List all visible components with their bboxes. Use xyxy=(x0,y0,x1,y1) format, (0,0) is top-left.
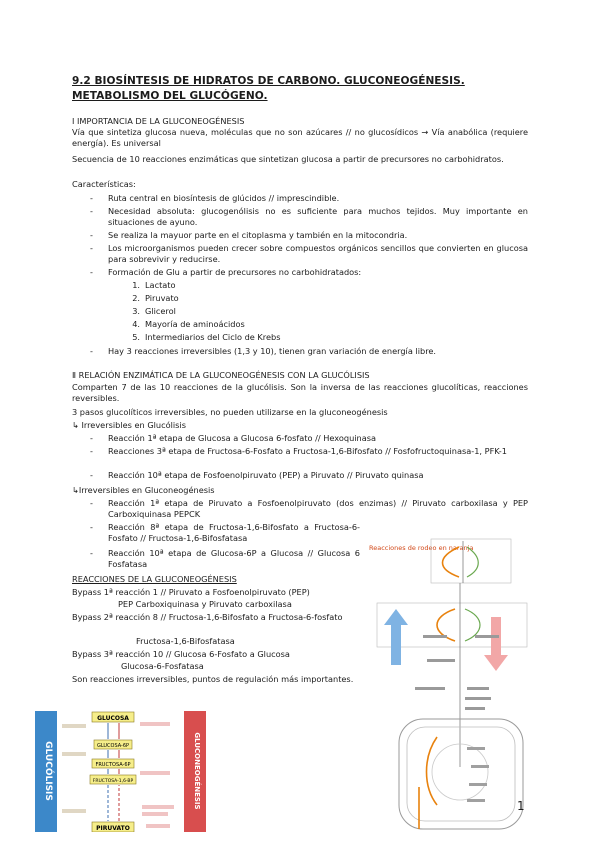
precursor-item: Lactato xyxy=(145,280,176,290)
figure-caption: Reacciones de rodeo en naranja xyxy=(369,544,474,552)
precursor-item: Glicerol xyxy=(145,306,176,316)
section-heading-1: Ⅰ IMPORTANCIA DE LA GLUCONEOGÉNESIS xyxy=(72,116,245,126)
bypass-1-enzymes: PEP Carboxiquinasa y Piruvato carboxilasa xyxy=(118,599,292,609)
list-item: Reacción 10ª etapa de Glucosa-6P a Glucosa // Glucosa 6 Fosfatasa xyxy=(108,548,360,569)
gluconeogenesis-label: GLUCONEOGÉNESIS xyxy=(193,732,201,810)
list-number: 1. xyxy=(132,280,140,290)
node-fructosa-16bp: FRUCTOSA-1,6-BP xyxy=(92,779,134,784)
node-glucosa: GLUCOSA xyxy=(97,715,129,722)
list-item: Reacción 8ª etapa de Fructosa-1,6-Bifosfato a Fructosa-6-Fosfato // Fructosa-1,6-Bifosfatasa xyxy=(108,522,360,543)
node-piruvato: PIRUVATO xyxy=(96,825,130,832)
bypass-1: Bypass 1ª reacción 1 // Piruvato a Fosfoenolpiruvato (PEP) xyxy=(72,587,310,597)
list-item: Formación de Glu a partir de precursores no carbohidratados: xyxy=(108,267,362,277)
bullet-dash: - xyxy=(90,522,93,532)
node-glucosa-6p: GLUCOSA-6P xyxy=(96,743,130,749)
precursor-item: Intermediarios del Ciclo de Krebs xyxy=(145,332,281,342)
glycolysis-label: GLUCÓLISIS xyxy=(43,741,53,801)
list-item: Ruta central en biosíntesis de glúcidos // imprescindible. xyxy=(108,193,340,203)
list-number: 5. xyxy=(132,332,140,342)
bullet-dash: - xyxy=(90,548,93,558)
section-heading-2: Ⅱ RELACIÓN ENZIMÁTICA DE LA GLUCONEOGÉNESIS CON LA GLUCÓLISIS xyxy=(72,370,370,380)
bypass-reactions-figure xyxy=(367,537,533,837)
bullet-dash: - xyxy=(90,346,93,356)
bullet-dash: - xyxy=(90,498,93,508)
node-fructosa-6p: FRUCTOSA-6P xyxy=(95,762,131,768)
glycolysis-gluconeogenesis-figure xyxy=(34,709,206,832)
bypass-2-enzymes: Fructosa-1,6-Bifosfatasa xyxy=(136,636,235,646)
reactions-heading: REACCIONES DE LA GLUCONEOGÉNESIS xyxy=(72,574,237,584)
list-item: Se realiza la mayuor parte en el citoplasma y también en la mitocondria. xyxy=(108,230,408,240)
paragraph: Comparten 7 de las 10 reacciones de la glucólisis. Son la inversa de las reacciones glucolíticas, reacciones reversibles. xyxy=(72,382,528,403)
list-item: Reacción 10ª etapa de Fosfoenolpiruvato (PEP) a Piruvato // Piruvato quinasa xyxy=(108,470,424,480)
pathway-diagram xyxy=(367,537,533,837)
list-item: Los microorganismos pueden crecer sobre compuestos orgánicos sencillos que convierten en glucosa para sobrevivir y reducirse. xyxy=(108,243,528,264)
bullet-dash: - xyxy=(90,470,93,480)
list-item: Reacción 1ª etapa de Piruvato a Fosfoenolpiruvato (dos enzimas) // Piruvato carboxilasa y PEP Carboxiquinasa PEPCK xyxy=(108,498,528,519)
features-label: Características: xyxy=(72,179,136,189)
list-item: Necesidad absoluta: glucogenólisis no es suficiente para muchos tejidos. Muy importante en situaciones de ayuno. xyxy=(108,206,528,227)
subheading-glycolysis: ↳ Irreversibles en Glucólisis xyxy=(72,420,186,430)
bypass-3-enzymes: Glucosa-6-Fosfatasa xyxy=(121,661,204,671)
pathway-diagram xyxy=(34,709,206,832)
bypass-3: Bypass 3ª reacción 10 // Glucosa 6-Fosfato a Glucosa xyxy=(72,649,290,659)
precursor-item: Piruvato xyxy=(145,293,179,303)
list-number: 2. xyxy=(132,293,140,303)
list-item: Reacciones 3ª etapa de Fructosa-6-Fosfato a Fructosa-1,6-Bifosfato // Fosfofructoquinasa-1, PFK-1 xyxy=(108,446,507,456)
closing-paragraph: Son reacciones irreversibles, puntos de regulación más importantes. xyxy=(72,674,354,684)
page-number: 1 xyxy=(517,799,525,813)
paragraph: 3 pasos glucolíticos irreversibles, no pueden utilizarse en la gluconeogénesis xyxy=(72,407,388,417)
bullet-dash: - xyxy=(90,433,93,443)
bullet-dash: - xyxy=(90,446,93,456)
bullet-dash: - xyxy=(90,193,93,203)
bullet-dash: - xyxy=(90,206,93,216)
bullet-dash: - xyxy=(90,267,93,277)
list-number: 4. xyxy=(132,319,140,329)
bypass-2: Bypass 2ª reacción 8 // Fructosa-1,6-Bifosfato a Fructosa-6-fosfato xyxy=(72,612,343,622)
paragraph: Vía que sintetiza glucosa nueva, moléculas que no son azúcares // no glucosídicos → Vía anabólica (requiere energía). Es universal xyxy=(72,127,528,148)
page-title: 9.2 BIOSÍNTESIS DE HIDRATOS DE CARBONO. GLUCONEOGÉNESIS. METABOLISMO DEL GLUCÓGENO. xyxy=(72,75,465,102)
paragraph: Secuencia de 10 reacciones enzimáticas que sintetizan glucosa a partir de precursores no carbohidratos. xyxy=(72,154,504,164)
precursor-item: Mayoría de aminoácidos xyxy=(145,319,245,329)
list-item: Hay 3 reacciones irreversibles (1,3 y 10), tienen gran variación de energía libre. xyxy=(108,346,437,356)
subheading-gluconeogenesis: ↳Irreversibles en Gluconeogénesis xyxy=(72,485,215,495)
bullet-dash: - xyxy=(90,230,93,240)
list-number: 3. xyxy=(132,306,140,316)
list-item: Reacción 1ª etapa de Glucosa a Glucosa 6-fosfato // Hexoquinasa xyxy=(108,433,377,443)
bullet-dash: - xyxy=(90,243,93,253)
